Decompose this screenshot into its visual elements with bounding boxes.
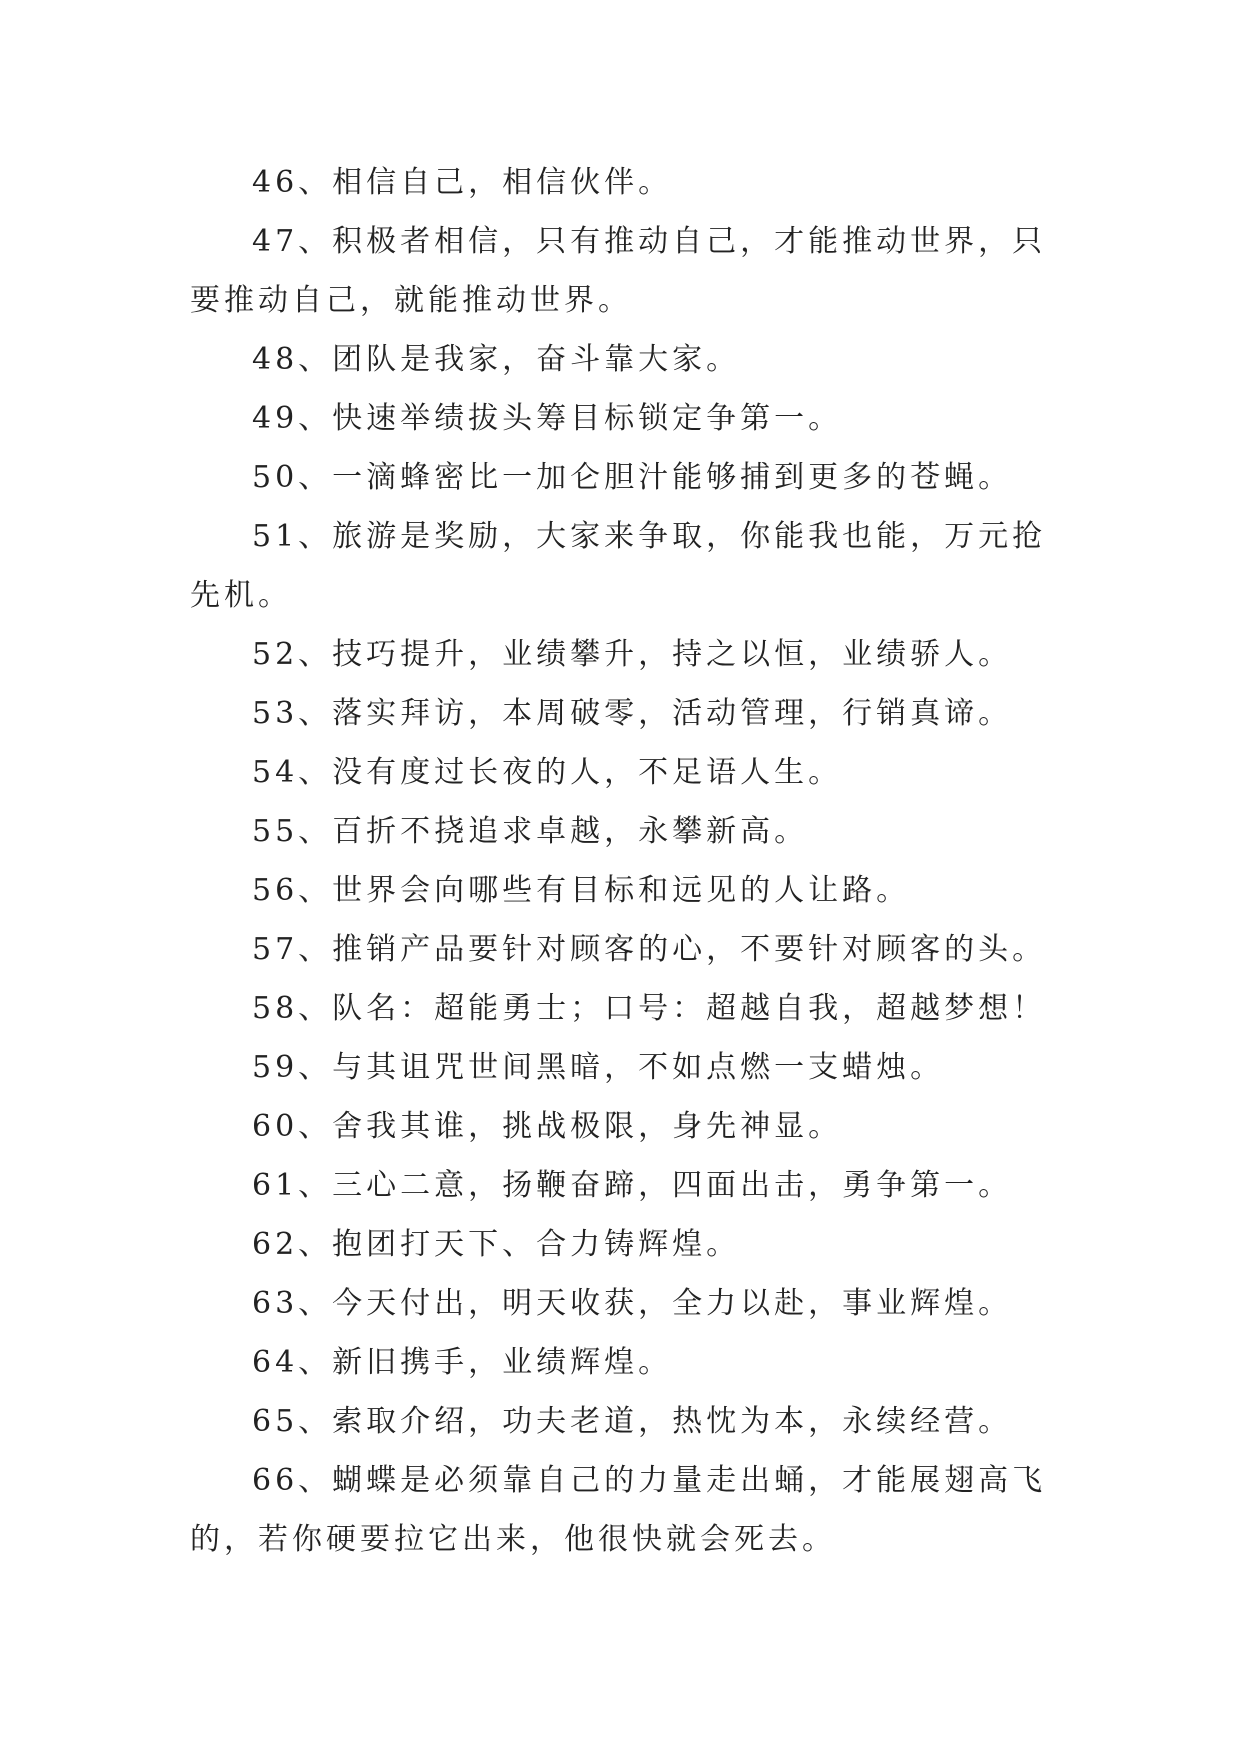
paragraph-58: 58、队名：超能勇士；口号：超越自我，超越梦想！	[252, 991, 1047, 1026]
paragraph-64: 64、新旧携手，业绩辉煌。	[252, 1345, 673, 1380]
paragraph-63: 63、今天付出，明天收获，全力以赴，事业辉煌。	[252, 1286, 1013, 1321]
paragraph-56: 56、世界会向哪些有目标和远见的人让路。	[252, 873, 911, 908]
paragraph-61: 61、三心二意，扬鞭奋蹄，四面出击，勇争第一。	[252, 1168, 1013, 1203]
paragraph-51: 51、旅游是奖励，大家来争取，你能我也能，万元抢先机。	[190, 519, 1047, 613]
paragraph-55: 55、百折不挠追求卓越，永攀新高。	[252, 814, 809, 849]
paragraph-60: 60、舍我其谁，挑战极限，身先神显。	[252, 1109, 843, 1144]
paragraph-46: 46、相信自己，相信伙伴。	[252, 165, 673, 200]
paragraph-54: 54、没有度过长夜的人，不足语人生。	[252, 755, 843, 790]
paragraph-57: 57、推销产品要针对顾客的心，不要针对顾客的头。	[252, 932, 1047, 967]
paragraph-66: 66、蝴蝶是必须靠自己的力量走出蛹，才能展翅高飞的，若你硬要拉它出来，他很快就会死去。	[190, 1463, 1047, 1557]
paragraph-62: 62、抱团打天下、合力铸辉煌。	[252, 1227, 741, 1262]
paragraph-49: 49、快速举绩拔头筹目标锁定争第一。	[252, 401, 843, 436]
paragraph-47: 47、积极者相信，只有推动自己，才能推动世界，只要推动自己，就能推动世界。	[190, 224, 1047, 318]
document-body	[190, 153, 1052, 1569]
paragraph-52: 52、技巧提升，业绩攀升，持之以恒，业绩骄人。	[252, 637, 1013, 672]
paragraph-65: 65、索取介绍，功夫老道，热忱为本，永续经营。	[252, 1404, 1013, 1439]
paragraph-48: 48、团队是我家，奋斗靠大家。	[252, 342, 741, 377]
paragraph-59: 59、与其诅咒世间黑暗，不如点燃一支蜡烛。	[252, 1050, 945, 1085]
paragraph-50: 50、一滴蜂密比一加仑胆汁能够捕到更多的苍蝇。	[252, 460, 1013, 495]
paragraph-53: 53、落实拜访，本周破零，活动管理，行销真谛。	[252, 696, 1013, 731]
